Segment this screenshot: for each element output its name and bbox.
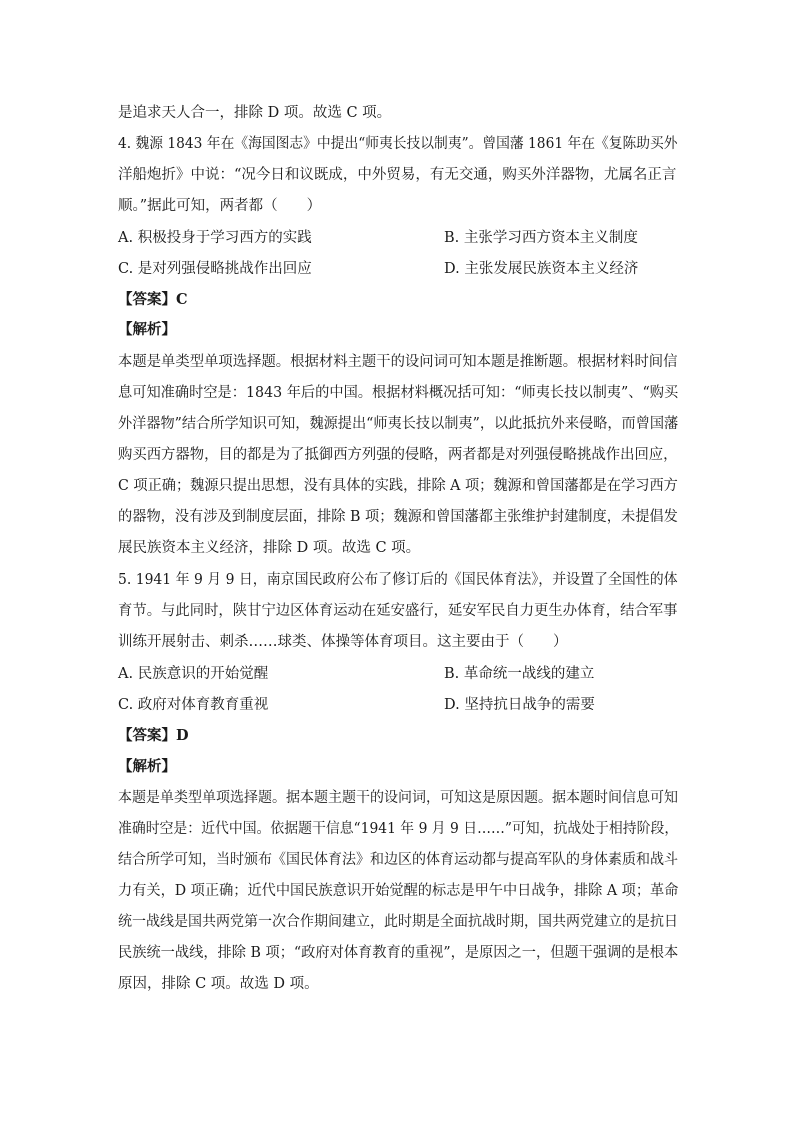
q4-analysis-line-3: 外洋器物”结合所学知识可知，魏源提出“师夷长技以制夷”，以此抵抗外来侵略，而曾国藩 [118,416,679,432]
q5-option-c: C. 政府对体育教育重视 [118,697,269,713]
q5-analysis-line-3: 结合所学可知，当时颁布《国民体育法》和边区的体育运动都与提高军队的身体素质和战斗 [118,852,678,868]
q4-option-d: D. 主张发展民族资本主义经济 [444,261,639,277]
intro-line: 是追求天人合一，排除 D 项。故选 C 项。 [118,105,392,121]
q4-option-c: C. 是对列强侵略挑战作出回应 [118,261,312,277]
q4-answer: 【答案】C [118,291,188,308]
q4-analysis-heading: 【解析】 [118,321,176,338]
q4-option-a: A. 积极投身于学习西方的实践 [118,230,312,246]
q5-analysis-line-6: 民族统一战线，排除 B 项；“政府对体育教育的重视”，是原因之一，但题干强调的是根本 [118,945,679,961]
q5-stem-line-3: 训练开展射击、刺杀……球类、体操等体育项目。这主要由于（ ） [118,634,568,650]
q5-analysis-line-7: 原因，排除 C 项。故选 D 项。 [118,976,319,992]
q5-answer: 【答案】D [118,727,189,744]
q4-analysis-line-5: C 项正确；魏源只提出思想，没有具体的实践，排除 A 项；魏源和曾国藩都是在学习西方 [118,478,678,494]
q5-analysis-line-2: 准确时空是：近代中国。依据题干信息“1941 年 9 月 9 日……”可知，抗战处于相持阶段， [118,821,679,837]
q4-option-b: B. 主张学习西方资本主义制度 [444,230,638,246]
q5-stem-line-1: 5. 1941 年 9 月 9 日，南京国民政府公布了修订后的《国民体育法》，并设置了全国性的体 [118,572,678,588]
q5-analysis-line-1: 本题是单类型单项选择题。据本题主题干的设问词，可知这是原因题。据本题时间信息可知 [118,790,678,806]
q5-option-b: B. 革命统一战线的建立 [444,666,595,682]
q4-stem-line-1: 4. 魏源 1843 年在《海国图志》中提出“师夷长技以制夷”。曾国藩 1861 年在《复陈助买外 [118,136,678,152]
q5-option-a: A. 民族意识的开始觉醒 [118,666,269,682]
q4-analysis-line-4: 购买西方器物，目的都是为了抵御西方列强的侵略，两者都是对列强侵略挑战作出回应， [118,447,678,463]
q4-analysis-line-6: 的器物，没有涉及到制度层面，排除 B 项；魏源和曾国藩都主张维护封建制度，未提倡发 [118,509,678,525]
q5-stem-line-2: 育节。与此同时，陕甘宁边区体育运动在延安盛行，延安军民自力更生办体育，结合军事 [118,603,678,619]
q5-option-d: D. 坚持抗日战争的需要 [444,697,595,713]
q4-analysis-line-1: 本题是单类型单项选择题。根据材料主题干的设问词可知本题是推断题。根据材料时间信 [118,354,678,370]
q4-stem-line-2: 洋船炮折》中说：“况今日和议既成，中外贸易，有无交通，购买外洋器物，尤属名正言 [118,167,677,183]
q5-analysis-line-5: 统一战线是国共两党第一次合作期间建立，此时期是全面抗战时期，国共两党建立的是抗日 [118,914,678,930]
q5-analysis-line-4: 力有关，D 项正确；近代中国民族意识开始觉醒的标志是甲午中日战争，排除 A 项；革命 [118,883,679,899]
q4-analysis-line-7: 展民族资本主义经济，排除 D 项。故选 C 项。 [118,540,421,556]
q4-stem-line-3: 顺。”据此可知，两者都（ ） [118,198,322,214]
q5-analysis-heading: 【解析】 [118,758,176,775]
q4-analysis-line-2: 息可知准确时空是：1843 年后的中国。根据材料概况括可知：“师夷长技以制夷”、“购买 [118,385,679,401]
